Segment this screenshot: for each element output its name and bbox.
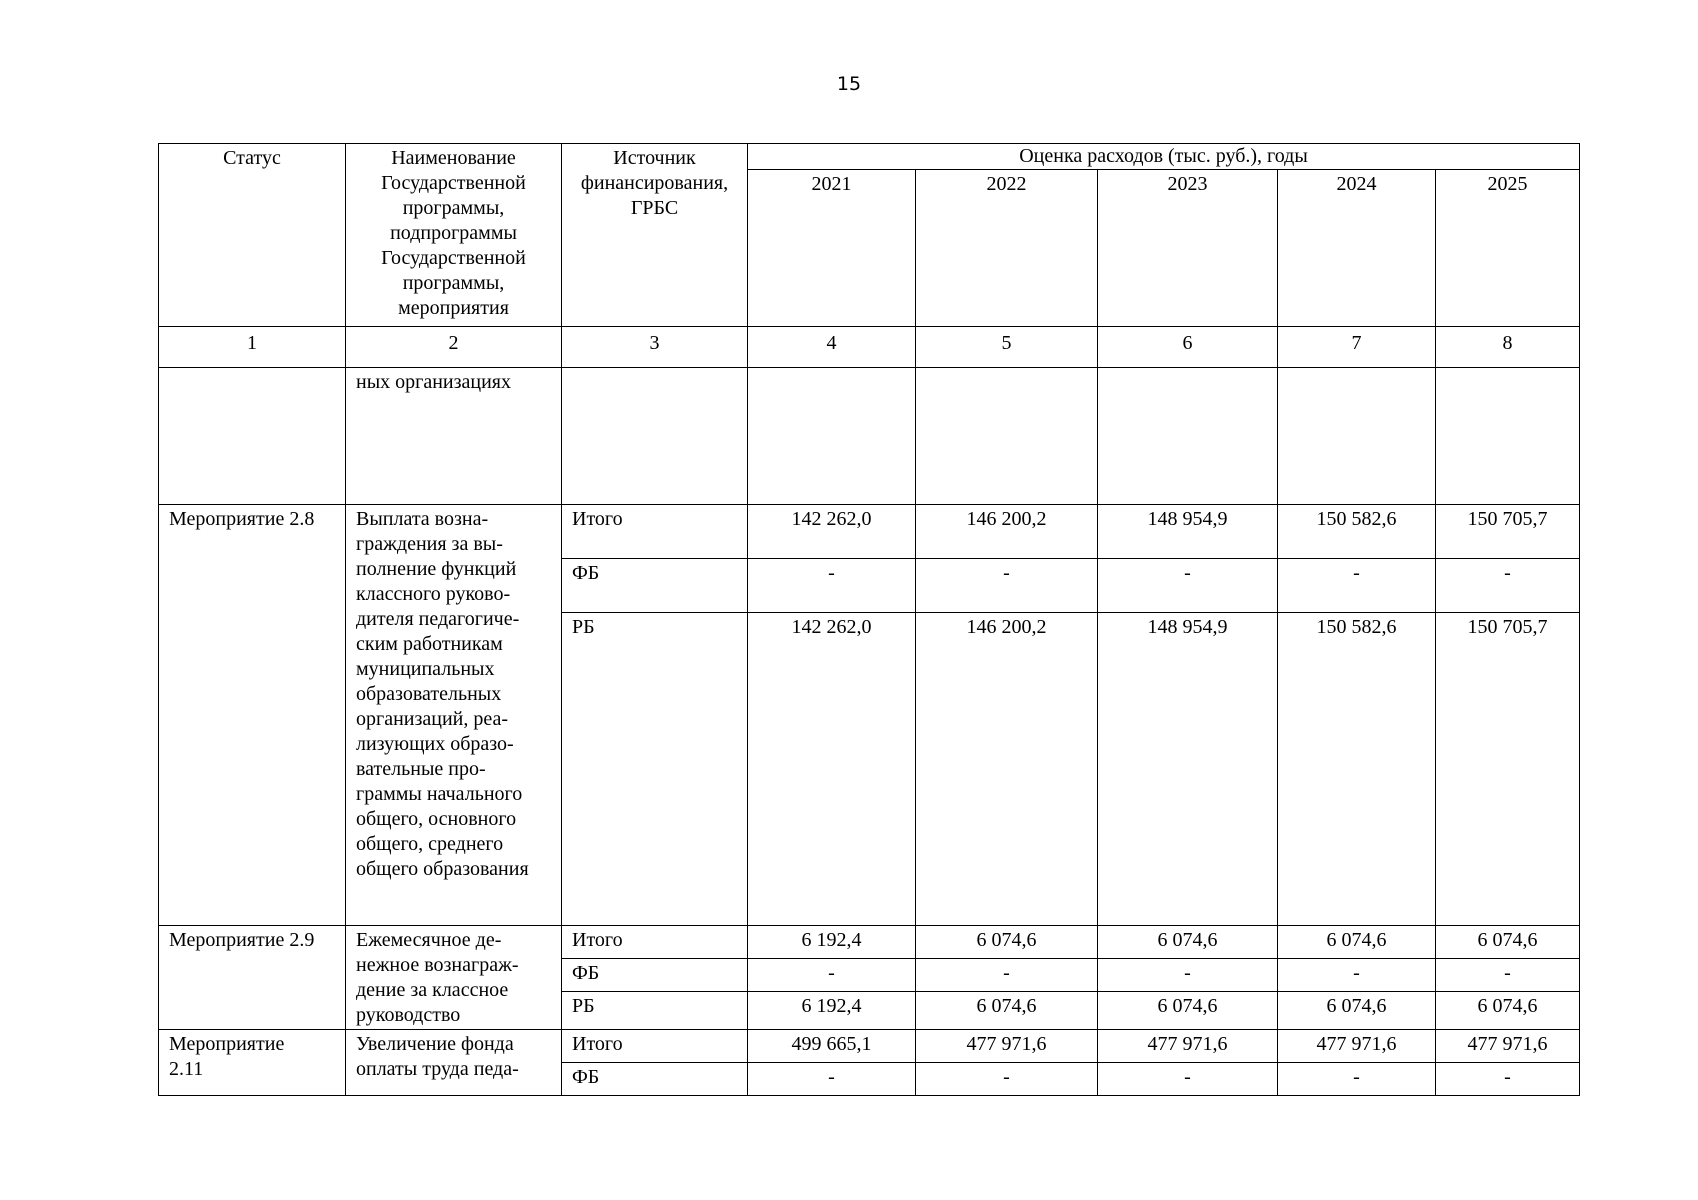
value-cell: - [1098, 1063, 1278, 1096]
measure-name: Увеличение фонда оплаты труда педа- [346, 1030, 562, 1096]
measure-status: Мероприятие 2.11 [159, 1030, 346, 1096]
column-number: 3 [562, 327, 748, 368]
expenditure-table [158, 143, 1580, 1096]
value-cell: 6 074,6 [1278, 926, 1436, 959]
value-cell: 148 954,9 [1098, 505, 1278, 559]
value-cell: 499 665,1 [748, 1030, 916, 1063]
value-cell: 6 074,6 [1436, 992, 1580, 1030]
header-year: 2024 [1278, 170, 1436, 327]
value-cell [1436, 368, 1580, 505]
value-cell [748, 368, 916, 505]
value-cell: 142 262,0 [748, 505, 916, 559]
value-cell: 150 582,6 [1278, 505, 1436, 559]
value-cell: 6 074,6 [1098, 926, 1278, 959]
measure-name: ных организациях [346, 368, 562, 505]
value-cell [1278, 368, 1436, 505]
measure-name: Ежемесячное де- нежное вознаграж- дение за классное руководство [346, 926, 562, 1030]
column-number: 8 [1436, 327, 1580, 368]
column-number: 4 [748, 327, 916, 368]
column-numbers-row [159, 327, 1580, 368]
value-cell: 142 262,0 [748, 613, 916, 926]
value-cell: 6 192,4 [748, 992, 916, 1030]
header-costs: Оценка расходов (тыс. руб.), годы [748, 144, 1580, 170]
value-cell: - [1278, 1063, 1436, 1096]
funding-source: ФБ [562, 559, 748, 613]
funding-source: Итого [562, 1030, 748, 1063]
column-number: 1 [159, 327, 346, 368]
column-number: 6 [1098, 327, 1278, 368]
table-row [159, 1030, 1580, 1063]
value-cell: 150 582,6 [1278, 613, 1436, 926]
value-cell: - [1278, 959, 1436, 992]
funding-source: ФБ [562, 959, 748, 992]
value-cell: 477 971,6 [1278, 1030, 1436, 1063]
value-cell: - [748, 959, 916, 992]
value-cell: 6 074,6 [1098, 992, 1278, 1030]
column-number: 2 [346, 327, 562, 368]
value-cell: 477 971,6 [916, 1030, 1098, 1063]
header-year: 2021 [748, 170, 916, 327]
value-cell: - [1436, 1063, 1580, 1096]
continuation-row [159, 368, 1580, 505]
value-cell: 6 074,6 [1436, 926, 1580, 959]
value-cell: - [748, 559, 916, 613]
funding-source: РБ [562, 613, 748, 926]
value-cell: 6 074,6 [1278, 992, 1436, 1030]
table-row [159, 926, 1580, 959]
funding-source: Итого [562, 926, 748, 959]
value-cell: 150 705,7 [1436, 505, 1580, 559]
header-year: 2022 [916, 170, 1098, 327]
value-cell: - [1436, 959, 1580, 992]
value-cell: 146 200,2 [916, 505, 1098, 559]
measure-status: Мероприятие 2.9 [159, 926, 346, 1030]
value-cell: - [1436, 559, 1580, 613]
status-cell [159, 368, 346, 505]
column-number: 5 [916, 327, 1098, 368]
value-cell: 148 954,9 [1098, 613, 1278, 926]
measure-status: Мероприятие 2.8 [159, 505, 346, 926]
value-cell: - [916, 1063, 1098, 1096]
value-cell [1098, 368, 1278, 505]
funding-source: ФБ [562, 1063, 748, 1096]
funding-source: РБ [562, 992, 748, 1030]
value-cell: - [1098, 959, 1278, 992]
header-source: Источник финансирования, ГРБС [562, 144, 748, 327]
value-cell: - [916, 959, 1098, 992]
value-cell: 6 192,4 [748, 926, 916, 959]
value-cell: 146 200,2 [916, 613, 1098, 926]
header-row-1 [159, 144, 1580, 170]
column-number: 7 [1278, 327, 1436, 368]
value-cell: 477 971,6 [1436, 1030, 1580, 1063]
value-cell: 6 074,6 [916, 926, 1098, 959]
header-status: Статус [159, 144, 346, 327]
page-number: 15 [836, 73, 862, 95]
value-cell: - [916, 559, 1098, 613]
table-row [159, 505, 1580, 559]
value-cell: - [1278, 559, 1436, 613]
value-cell: 6 074,6 [916, 992, 1098, 1030]
value-cell: - [1098, 559, 1278, 613]
header-year: 2025 [1436, 170, 1580, 327]
value-cell [916, 368, 1098, 505]
value-cell: 477 971,6 [1098, 1030, 1278, 1063]
funding-source: Итого [562, 505, 748, 559]
measure-name: Выплата возна- граждения за вы- полнение функций классного руково- дителя педагогиче- ским работникам муниципальных образовательных организаций, реа- лизующих образо- вательные про- граммы начального общего, основного общего, среднего общего образования [346, 505, 562, 926]
value-cell: - [748, 1063, 916, 1096]
header-name: Наименование Государственной программы, подпрограммы Государственной программы, мероприятия [346, 144, 562, 327]
header-year: 2023 [1098, 170, 1278, 327]
value-cell: 150 705,7 [1436, 613, 1580, 926]
source-cell [562, 368, 748, 505]
